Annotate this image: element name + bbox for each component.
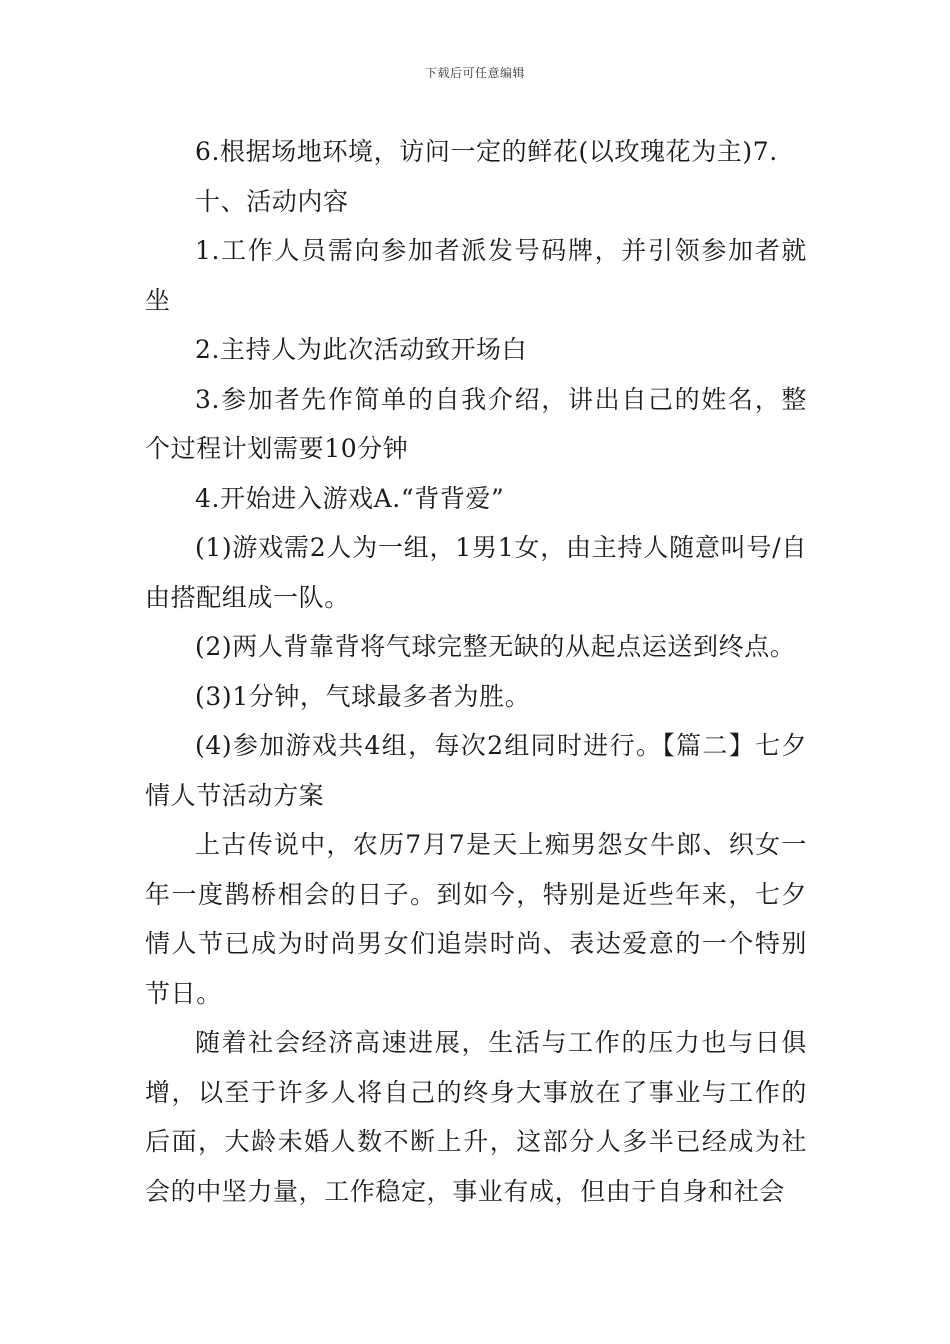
paragraph-flowers: 6.根据场地环境，访问一定的鲜花(以玫瑰花为主)7. <box>195 137 778 166</box>
document-body <box>145 127 807 1216</box>
paragraph-step-3: 3.参加者先作简单的自我介绍，讲出自己的姓名，整个过程计划需要10分钟 <box>145 384 807 463</box>
paragraph-society: 随着社会经济高速进展，生活与工作的压力也与日俱增，以至于许多人将自己的终身大事放在了事业与工作的后面，大龄未婚人数不断上升，这部分人多半已经成为社会的中坚力量，工作稳定，事业有成，但由于自身和社会 <box>145 1028 807 1206</box>
paragraph-game-rule-2: (2)两人背靠背将气球完整无缺的从起点运送到终点。 <box>195 632 796 661</box>
section-heading-activity-content: 十、活动内容 <box>195 186 349 216</box>
paragraph-step-2: 2.主持人为此次活动致开场白 <box>195 335 528 364</box>
paragraph-step-1: 1.工作人员需向参加者派发号码牌，并引领参加者就坐 <box>145 236 807 315</box>
paragraph-legend: 上古传说中，农历7月7是天上痴男怨女牛郎、织女一年一度鹊桥相会的日子。到如今，特别是近些年来，七夕情人节已成为时尚男女们追崇时尚、表达爱意的一个特别节日。 <box>145 830 807 1008</box>
paragraph-step-4: 4.开始进入游戏A.“背背爱” <box>195 483 505 513</box>
paragraph-game-rule-4: (4)参加游戏共4组，每次2组同时进行。【篇二】七夕情人节活动方案 <box>145 731 807 810</box>
paragraph-game-rule-3: (3)1分钟，气球最多者为胜。 <box>195 681 531 711</box>
page-header-note: 下载后可任意编辑 <box>424 66 525 80</box>
paragraph-game-rule-1: (1)游戏需2人为一组，1男1女，由主持人随意叫号/自由搭配组成一队。 <box>145 533 807 612</box>
